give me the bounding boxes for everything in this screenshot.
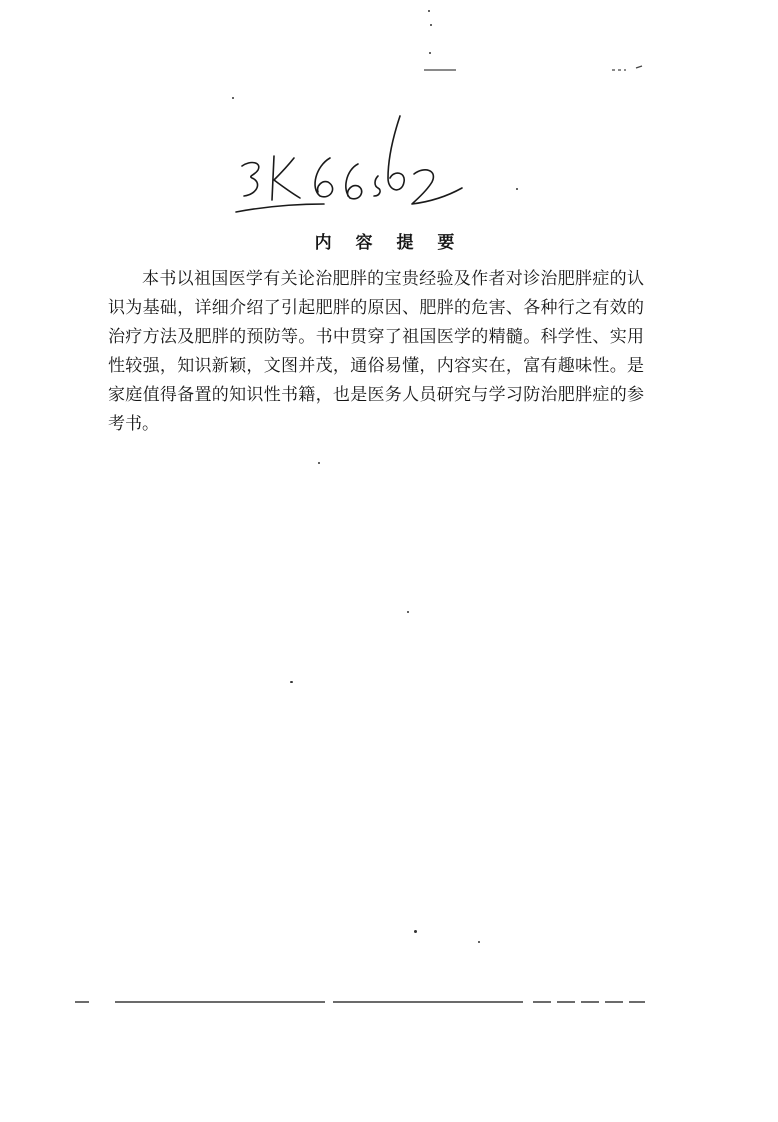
scan-speck xyxy=(318,462,320,464)
scan-speck xyxy=(516,188,518,190)
scan-speck xyxy=(428,10,430,12)
scan-speck xyxy=(429,52,431,54)
scan-speck xyxy=(232,97,234,99)
scan-speck xyxy=(414,930,417,933)
summary-paragraph: 本书以祖国医学有关论治肥胖的宝贵经验及作者对诊治肥胖症的认识为基础，详细介绍了引起肥胖的原因、肥胖的危害、各种行之有效的治疗方法及肥胖的预防等。书中贯穿了祖国医学的精髓。科学性、实用性较强，知识新颖，文图并茂，通俗易懂，内容实在，富有趣味性。是家庭值得备置的知识性书籍，也是医务人员研究与学习防治肥胖症的参考书。 xyxy=(108,269,644,434)
scan-edge-marks xyxy=(420,62,650,76)
page-title: 内 容 提 要 xyxy=(314,233,464,253)
scan-speck xyxy=(290,681,293,683)
handwritten-catalog-number xyxy=(228,108,478,223)
scan-edge-line xyxy=(75,1000,645,1004)
scan-speck xyxy=(430,24,432,26)
scan-speck xyxy=(478,941,480,943)
scan-speck xyxy=(407,611,409,613)
